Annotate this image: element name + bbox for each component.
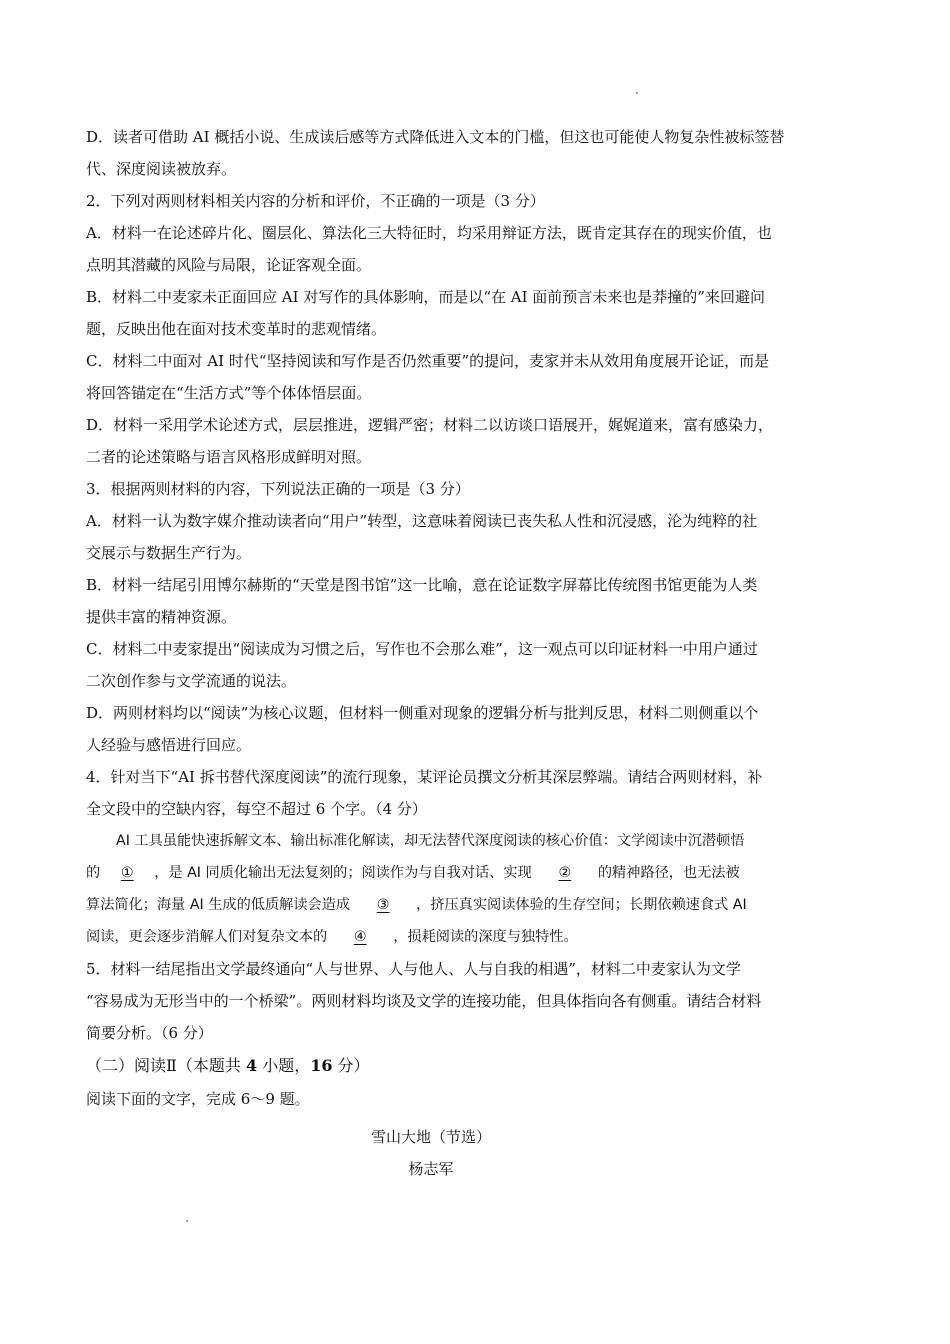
passage-text: 阅读，更会逐步消解人们对复杂文本的 — [86, 929, 328, 945]
passage-text: ，损耗阅读的深度与独特性。 — [393, 929, 578, 945]
text-line: D．材料一采用学术论述方式，层层推进，逻辑严密；材料二以访谈口语展开，娓娓道来，富有感染力， — [86, 416, 774, 434]
blank-3: ③ — [376, 897, 390, 913]
passage-text: 的精神路径，也无法被 — [597, 865, 740, 881]
text-line: 题，反映出他在面对技术变革时的悲观情绪。 — [86, 320, 387, 338]
passage-text: ，是 AI 同质化输出无法复刻的；阅读作为与自我对话、实现 — [154, 865, 532, 881]
passage-text: 算法简化；海量 AI 生成的低质解读会造成 — [86, 897, 351, 913]
text-line: 提供丰富的精神资源。 — [86, 608, 237, 626]
passage-text: 的 — [86, 865, 101, 881]
text-line: D．两则材料均以“阅读”为核心议题，但材料一侧重对现象的逻辑分析与批判反思，材料二则侧重以个 — [86, 704, 759, 722]
reading-instruction: 阅读下面的文字，完成 6～9 题。 — [86, 1090, 310, 1108]
section-suffix: 分） — [332, 1056, 370, 1075]
article-author: 杨志军 — [408, 1160, 454, 1178]
question-4-stem: 4．针对当下“AI 拆书替代深度阅读”的流行现象，某评论员撰文分析其深层弊端。请结合两则材料，补 — [86, 768, 763, 786]
text-line: 人经验与感悟进行回应。 — [86, 736, 252, 754]
passage-line — [86, 921, 852, 953]
text-line: 二次创作参与文学流通的说法。 — [86, 672, 297, 690]
passage-line — [86, 825, 852, 857]
question-2-stem: 2．下列对两则材料相关内容的分析和评价，不正确的一项是（3 分） — [86, 192, 545, 210]
text-line: 代、深度阅读被放弃。 — [86, 160, 237, 178]
text-line: 二者的论述策略与语言风格形成鲜明对照。 — [86, 448, 372, 466]
text-line: B．材料二中麦家未正面回应 AI 对写作的具体影响，而是以“在 AI 面前预言未来也是莽撞的”来回避问 — [86, 288, 765, 306]
text-line: 简要分析。（6 分） — [86, 1024, 213, 1042]
section-mid: 小题， — [257, 1056, 311, 1075]
page-content — [86, 121, 852, 1185]
section-score: 16 — [310, 1056, 333, 1075]
text-line: A．材料一认为数字媒介推动读者向“用户”转型，这意味着阅读已丧失私人性和沉浸感，沦为纯粹的社 — [86, 512, 758, 530]
text-line: 交展示与数据生产行为。 — [86, 544, 252, 562]
scan-dot — [186, 1220, 188, 1222]
question-3-stem: 3．根据两则材料的内容，下列说法正确的一项是（3 分） — [86, 480, 470, 498]
text-line: “容易成为无形当中的一个桥梁”。两则材料均谈及文学的连接功能，但具体指向各有侧重。请结合材料 — [86, 992, 762, 1010]
text-line: D．读者可借助 AI 概括小说、生成读后感等方式降低进入文本的门槛，但这也可能使人物复杂性被标签替 — [86, 128, 785, 146]
question-5-stem: 5．材料一结尾指出文学最终通向“人与世界、人与他人、人与自我的相遇”，材料二中麦家认为文学 — [86, 960, 741, 978]
passage-text: ，挤压真实阅读体验的生存空间；长期依赖速食式 AI — [416, 897, 747, 913]
text-line: 点明其潜藏的风险与局限，论证客观全面。 — [86, 256, 372, 274]
article-title: 雪山大地（节选） — [370, 1128, 491, 1146]
passage-line — [86, 857, 852, 889]
passage-line — [86, 889, 852, 921]
text-line: C．材料二中麦家提出“阅读成为习惯之后，写作也不会那么难”，这一观点可以印证材料一中用户通过 — [86, 640, 758, 658]
section-count: 4 — [245, 1056, 258, 1075]
text-line: 全文段中的空缺内容，每空不超过 6 个字。（4 分） — [86, 800, 427, 818]
section-heading — [86, 1049, 852, 1083]
text-line: B．材料一结尾引用博尔赫斯的“天堂是图书馆”这一比喻，意在论证数字屏幕比传统图书馆更能为人类 — [86, 576, 758, 594]
section-prefix: （二）阅读Ⅱ（本题共 — [86, 1056, 246, 1075]
passage-text: AI 工具虽能快速拆解文本、输出标准化解读，却无法替代深度阅读的核心价值：文学阅读中沉潜顿悟 — [116, 833, 745, 849]
text-line: 将回答锚定在“生活方式”等个体体悟层面。 — [86, 384, 372, 402]
text-line: C．材料二中面对 AI 时代“坚持阅读和写作是否仍然重要”的提问，麦家并未从效用角度展开论证，而是 — [86, 352, 770, 370]
text-line: A．材料一在论述碎片化、圈层化、算法化三大特征时，均采用辩证方法，既肯定其存在的现实价值，也 — [86, 224, 772, 242]
blank-2: ② — [558, 865, 572, 881]
scan-dot — [636, 92, 638, 94]
blank-1: ① — [120, 865, 134, 881]
blank-4: ④ — [353, 929, 367, 945]
